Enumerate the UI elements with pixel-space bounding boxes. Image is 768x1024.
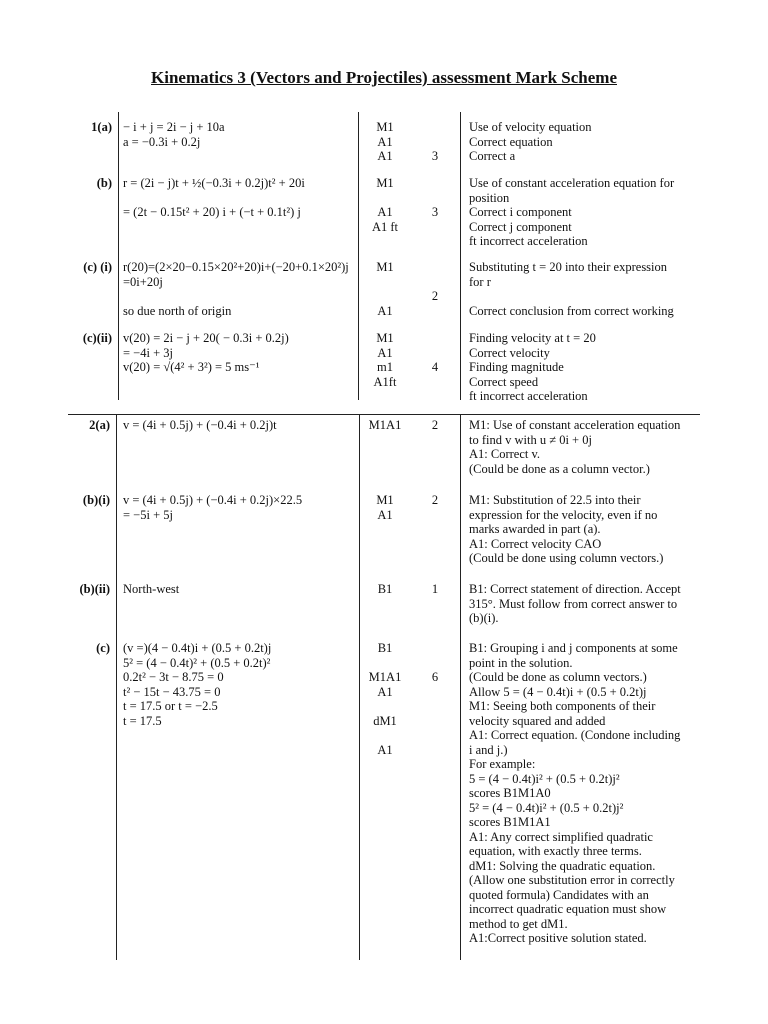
comment-line: 5 = (4 − 0.4t)i² + (0.5 + 0.2t)j² [469,771,620,786]
work-column [123,493,358,522]
working-line [123,191,358,206]
part-label: (c)(ii) [82,331,112,345]
comment-line: A1:Correct positive solution stated. [469,931,647,945]
mark-code: M1 [376,331,394,345]
comment-line: scores B1M1A0 [469,786,551,800]
mark-code: A1 [377,134,393,149]
total-marks [412,360,458,375]
working-line: so due north of origin [123,303,232,318]
comment-line: 315°. Must follow from correct answer to [469,596,678,611]
comment-line: Correct i component [469,205,572,219]
comment-line: Finding magnitude [469,360,564,374]
comment-line: position [469,190,510,205]
comm-column [469,641,709,946]
work-column [123,120,358,149]
comment-line: Correct a [469,149,516,163]
mark-code: A1 ft [371,219,399,234]
mark-code [360,191,410,206]
working-line: t² − 15t − 43.75 = 0 [123,684,221,699]
mark-code: m1 [377,360,393,374]
marks-column [360,120,410,164]
working-line: = −5i + 5j [123,507,173,522]
comment-line: (Could be done as column vectors.) [469,670,647,684]
working-line: r(20)=(2×20−0.15×20²+20)i+(−20+0.1×20²)j [123,260,349,274]
comment-line: Correct conclusion from correct working [469,303,674,318]
working-line [123,289,358,304]
total-marks [412,418,458,433]
total-value: 3 [431,205,439,219]
work-column [123,641,358,728]
working-line: 0.2t² − 3t − 8.75 = 0 [123,670,224,684]
comment-line: Use of constant acceleration equation for [469,176,675,190]
marks-column [360,641,410,757]
mark-code [360,289,410,304]
mark-code [360,656,410,671]
total-marks [412,289,458,304]
working-line: (v =)(4 − 0.4t)i + (0.5 + 0.2t)j [123,641,272,655]
comment-line: equation, with exactly three terms. [469,844,642,858]
mark-code: B1 [377,641,393,655]
comment-line: marks awarded in part (a). [469,522,601,536]
work-column [123,176,358,220]
working-line: = (2t − 0.15t² + 20) i + (−t + 0.1t²) j [123,205,301,219]
comment-line: Correct speed [469,374,539,389]
mark-code: A1 [377,742,393,757]
mark-code: M1 [376,176,394,190]
total-value: 2 [431,289,439,303]
working-line: = −4i + 3j [123,345,173,360]
comment-line: Substituting t = 20 into their expression [469,260,668,274]
mark-code: M1 [376,120,394,134]
q1-marks-rule [358,112,359,400]
comm-column [469,493,709,566]
working-line: v(20) = 2i − j + 20( − 0.3i + 0.2j) [123,331,289,345]
comment-line: M1: Substitution of 22.5 into their [469,493,641,507]
comment-line: (Could be done as a column vector.) [469,461,650,476]
mark-code: A1 [377,205,393,219]
comment-line: to find v with u ≠ 0i + 0j [469,432,592,447]
comment-line: For example: [469,757,536,771]
comment-line [469,289,709,304]
comment-line: A1: Any correct simplified quadratic [469,829,653,844]
mark-code: B1 [377,582,393,596]
comment-line: (b)(i). [469,611,499,625]
comment-line: Correct velocity [469,345,550,360]
working-line: =0i+20j [123,274,163,289]
part-label: 1(a) [91,120,112,134]
working-line: 5² = (4 − 0.4t)² + (0.5 + 0.2t)² [123,655,271,670]
working-line: v = (4i + 0.5j) + (−0.4i + 0.2j)×22.5 [123,493,303,507]
part-label: (c) (i) [83,260,112,274]
page-title: Kinematics 3 (Vectors and Projectiles) assessment Mark Scheme [151,68,617,87]
marks-column [360,418,410,433]
comment-line: 5² = (4 − 0.4t)i² + (0.5 + 0.2t)j² [469,800,624,815]
comm-column [469,176,709,249]
comm-column [469,582,709,626]
comment-line: Correct equation [469,134,553,149]
mark-code: M1 [376,260,394,274]
working-line: − i + j = 2i − j + 10a [123,120,225,134]
total-value: 4 [431,360,439,374]
mark-code: dM1 [373,713,397,728]
comment-line: velocity squared and added [469,713,606,728]
mark-code: M1 [376,493,394,507]
comm-column [469,331,709,404]
marks-column [360,260,410,318]
comment-line: expression for the velocity, even if no [469,507,658,522]
total-marks [412,149,458,164]
total-marks [412,205,458,220]
mark-code: A1 [377,684,393,699]
mark-code: M1A1 [368,418,402,432]
comment-line: incorrect quadratic equation must show [469,902,667,916]
working-line: t = 17.5 or t = −2.5 [123,699,218,713]
comment-line: Use of velocity equation [469,120,592,134]
working-line: v = (4i + 0.5j) + (−0.4i + 0.2j)t [123,418,277,432]
mark-code [360,699,410,714]
comment-line: B1: Correct statement of direction. Accept [469,582,681,596]
comment-line: quoted formula) Candidates with an [469,887,649,902]
marks-column [360,582,410,597]
q1-left-rule [118,112,119,400]
mark-code: A1 [377,345,393,360]
q1-total-rule [460,112,461,400]
mark-code: A1 [377,149,393,163]
working-line: a = −0.3i + 0.2j [123,134,201,149]
part-label: 2(a) [89,418,110,432]
total-value: 2 [431,493,439,507]
comment-line: Finding velocity at t = 20 [469,331,596,345]
total-marks [412,582,458,597]
comment-line: M1: Use of constant acceleration equation [469,418,681,432]
working-line: v(20) = √(4² + 3²) = 5 ms⁻¹ [123,360,260,374]
working-line: r = (2i − j)t + ½(−0.3i + 0.2j)t² + 20i [123,176,305,190]
working-line: t = 17.5 [123,713,162,728]
comm-column [469,260,709,318]
comment-line: method to get dM1. [469,916,568,931]
part-label: (c) [96,641,110,655]
part-label: (b)(i) [82,493,110,507]
comment-line: i and j.) [469,742,508,757]
total-marks [412,670,458,685]
mark-code: A1 [377,303,393,318]
comm-column [469,120,709,164]
total-marks [412,493,458,508]
q2-label-rule [116,414,117,960]
comment-line: A1: Correct velocity CAO [469,536,602,551]
comment-line: B1: Grouping i and j components at some [469,641,678,655]
marks-column [360,176,410,234]
marks-column [360,493,410,522]
mark-code [360,728,410,743]
comment-line: (Allow one substitution error in correctly [469,873,675,887]
comment-line: dM1: Solving the quadratic equation. [469,858,656,873]
q2-total-rule [460,414,461,960]
section-divider [68,414,700,415]
comment-line: M1: Seeing both components of their [469,699,656,713]
total-value: 2 [431,418,439,432]
comment-line: A1: Correct equation. (Condone including [469,728,681,742]
comment-line: ft incorrect acceleration [469,234,588,248]
part-label: (b)(ii) [79,582,110,596]
total-value: 1 [431,582,439,596]
comment-line: Allow 5 = (4 − 0.4t)i + (0.5 + 0.2t)j [469,684,647,699]
mark-code [360,275,410,290]
mark-code: A1ft [373,374,397,389]
total-value: 6 [431,670,439,684]
comment-line: ft incorrect acceleration [469,389,588,403]
mark-code: A1 [377,507,393,522]
comment-line: point in the solution. [469,655,573,670]
comment-line: Correct j component [469,219,572,234]
work-column [123,582,358,597]
comm-column [469,418,709,476]
marks-column [360,331,410,389]
work-column [123,331,358,375]
part-label: (b) [96,176,112,190]
work-column [123,418,358,433]
comment-line: for r [469,274,491,289]
mark-code: M1A1 [368,670,402,684]
total-value: 3 [431,149,439,163]
comment-line: scores B1M1A1 [469,815,551,829]
working-line: North-west [123,582,180,596]
comment-line: (Could be done using column vectors.) [469,551,664,565]
comment-line: A1: Correct v. [469,447,541,461]
work-column [123,260,358,318]
